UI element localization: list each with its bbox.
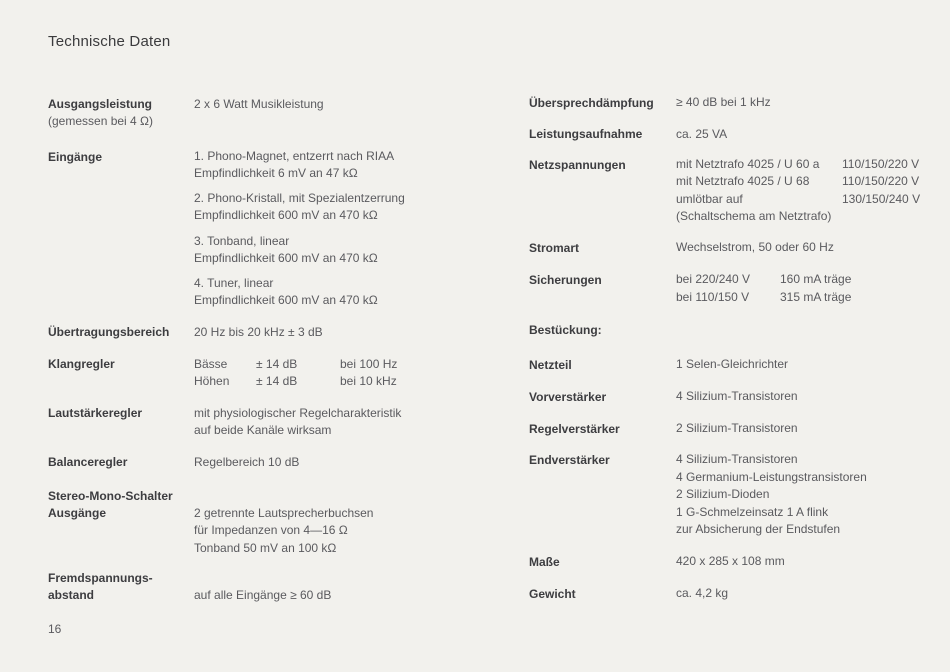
fuse-row-1-voltage: bei 220/240 V <box>676 272 751 286</box>
tone-bass-label: Bässe <box>194 357 228 371</box>
tone-treble-label: Höhen <box>194 374 230 388</box>
output-power-label: Ausgangsleistung <box>48 97 153 111</box>
tone-bass-range: ± 14 dB <box>256 357 298 371</box>
tone-control-label: Klangregler <box>48 357 115 371</box>
input-3-line-2: Empfindlichkeit 600 mV an 470 kΩ <box>194 251 378 265</box>
output-power-value: 2 x 6 Watt Musikleistung <box>194 97 324 111</box>
outputs-line-3: Tonband 50 mV an 100 kΩ <box>194 541 337 555</box>
power-amp-line-1: 4 Silizium-Transistoren <box>676 452 798 466</box>
balance-control-label: Balanceregler <box>48 455 128 469</box>
noise-distance-value: auf alle Eingänge ≥ 60 dB <box>194 588 332 602</box>
preamp-value: 4 Silizium-Transistoren <box>676 389 798 403</box>
tone-treble-range: ± 14 dB <box>256 374 298 388</box>
mains-row-2: mit Netztrafo 4025 / U 68 <box>676 174 810 188</box>
fuse-row-2-voltage: bei 110/150 V <box>676 290 750 304</box>
output-power-sublabel: (gemessen bei 4 Ω) <box>48 114 154 128</box>
outputs-label: Ausgänge <box>48 506 107 520</box>
fuse-row-2-rating: 315 mA träge <box>780 290 852 304</box>
power-supply-value: 1 Selen-Gleichrichter <box>676 357 789 371</box>
weight-value: ca. 4,2 kg <box>676 586 729 600</box>
noise-distance-label-1: Fremdspannungs- <box>48 571 153 585</box>
power-amp-line-5: zur Absicherung der Endstufen <box>676 522 841 536</box>
input-2-line-1: 2. Phono-Kristall, mit Spezialentzerrung <box>194 191 405 205</box>
fuses-label: Sicherungen <box>529 273 602 287</box>
balance-control-value: Regelbereich 10 dB <box>194 455 300 469</box>
components-heading: Bestückung: <box>529 323 602 337</box>
dimensions-value: 420 x 285 x 108 mm <box>676 554 785 568</box>
power-amp-line-3: 2 Silizium-Dioden <box>676 487 770 501</box>
control-amp-value: 2 Silizium-Transistoren <box>676 421 798 435</box>
frequency-range-label: Übertragungsbereich <box>48 325 170 339</box>
power-amp-line-2: 4 Germanium-Leistungstransistoren <box>676 470 867 484</box>
noise-distance-label-2: abstand <box>48 588 95 602</box>
mains-row-1-value: 110/150/220 V <box>842 157 920 171</box>
volume-control-line-1: mit physiologischer Regelcharakteristik <box>194 406 402 420</box>
fuse-row-1-rating: 160 mA träge <box>780 272 852 286</box>
dimensions-label: Maße <box>529 555 560 569</box>
power-amp-label: Endverstärker <box>529 453 610 467</box>
frequency-range-value: 20 Hz bis 20 kHz ± 3 dB <box>194 325 323 339</box>
power-consumption-value: ca. 25 VA <box>676 127 728 141</box>
input-1-line-2: Empfindlichkeit 6 mV an 47 kΩ <box>194 166 358 180</box>
input-4-line-1: 4. Tuner, linear <box>194 276 274 290</box>
input-2-line-2: Empfindlichkeit 600 mV an 470 kΩ <box>194 208 378 222</box>
power-consumption-label: Leistungsaufnahme <box>529 127 643 141</box>
page-title: Technische Daten <box>48 33 171 50</box>
outputs-line-2: für Impedanzen von 4—16 Ω <box>194 523 348 537</box>
mains-row-4: (Schaltschema am Netztrafo) <box>676 209 832 223</box>
power-amp-line-4: 1 G-Schmelzeinsatz 1 A flink <box>676 505 829 519</box>
page-number: 16 <box>48 622 62 636</box>
mains-voltage-label: Netzspannungen <box>529 158 626 172</box>
tone-treble-freq: bei 10 kHz <box>340 374 397 388</box>
input-4-line-2: Empfindlichkeit 600 mV an 470 kΩ <box>194 293 378 307</box>
crosstalk-label: Übersprechdämpfung <box>529 96 654 110</box>
preamp-label: Vorverstärker <box>529 390 607 404</box>
weight-label: Gewicht <box>529 587 576 601</box>
power-supply-label: Netzteil <box>529 358 572 372</box>
control-amp-label: Regelverstärker <box>529 422 620 436</box>
stereo-mono-switch-label: Stereo-Mono-Schalter <box>48 489 173 503</box>
current-type-label: Stromart <box>529 241 580 255</box>
mains-row-3-value: 130/150/240 V <box>842 192 921 206</box>
tone-bass-freq: bei 100 Hz <box>340 357 398 371</box>
input-3-line-1: 3. Tonband, linear <box>194 234 290 248</box>
input-1-line-1: 1. Phono-Magnet, entzerrt nach RIAA <box>194 149 395 163</box>
mains-row-2-value: 110/150/220 V <box>842 174 920 188</box>
mains-row-1: mit Netztrafo 4025 / U 60 a <box>676 157 820 171</box>
inputs-label: Eingänge <box>48 150 103 164</box>
outputs-line-1: 2 getrennte Lautsprecherbuchsen <box>194 506 374 520</box>
current-type-value: Wechselstrom, 50 oder 60 Hz <box>676 240 834 254</box>
volume-control-label: Lautstärkeregler <box>48 406 143 420</box>
crosstalk-value: ≥ 40 dB bei 1 kHz <box>676 95 771 109</box>
volume-control-line-2: auf beide Kanäle wirksam <box>194 423 332 437</box>
mains-row-3: umlötbar auf <box>676 192 743 206</box>
